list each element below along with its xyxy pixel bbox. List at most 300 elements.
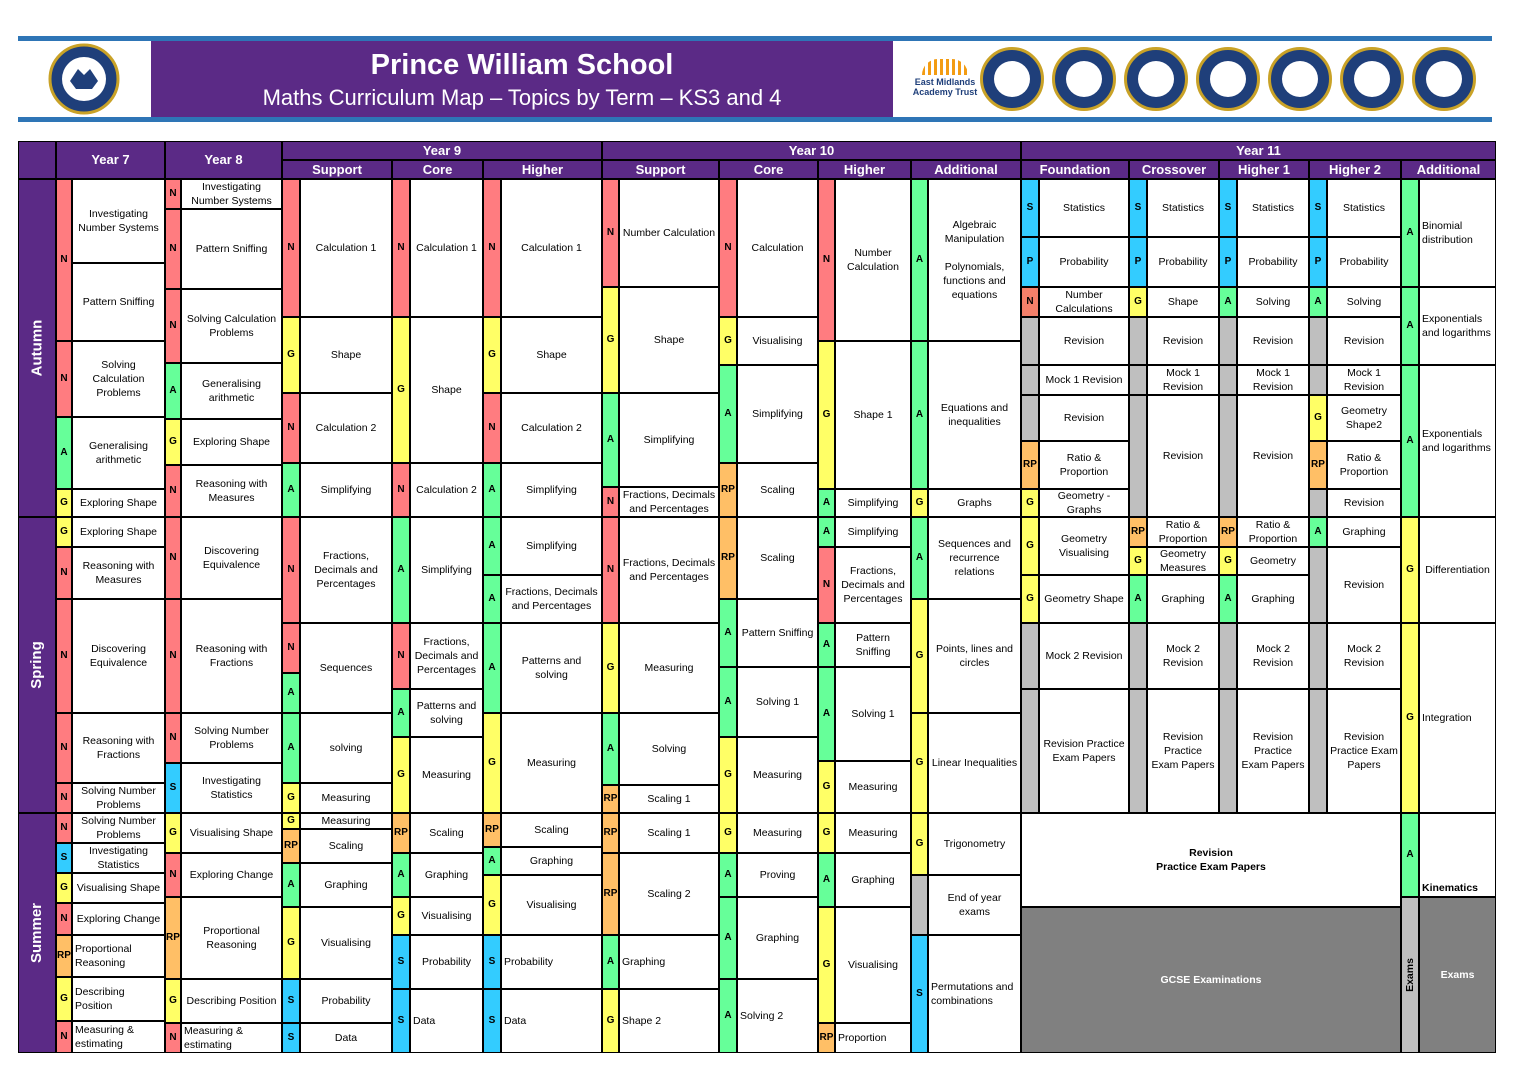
strand-code-text: G	[60, 526, 68, 537]
strand-code-text: A	[1224, 296, 1232, 307]
column-header	[911, 160, 1021, 179]
strand-code-text: N	[169, 732, 177, 743]
strand-code-text: RP	[1311, 459, 1325, 470]
topic-cell	[737, 667, 818, 737]
topic-cell-text: Exploring Shape	[79, 526, 158, 538]
topic-cell	[1039, 317, 1129, 365]
revision-marker	[1021, 317, 1039, 365]
topic-cell-text: Integration	[1422, 712, 1472, 724]
topic-cell	[72, 977, 165, 1021]
strand-code	[818, 623, 835, 667]
strand-code-text: A	[1314, 526, 1322, 537]
strand-code-text: N	[724, 242, 732, 253]
strand-code	[602, 393, 619, 487]
strand-code	[165, 209, 181, 289]
topic-cell-text: Exploring Change	[76, 913, 161, 925]
strand-code	[282, 517, 300, 623]
strand-code	[282, 179, 300, 317]
strand-code	[719, 667, 737, 737]
topic-cell-text: Exponentials and logarithms	[1422, 313, 1491, 339]
revision-marker	[1129, 623, 1147, 689]
topic-cell-text: Points, lines and circles	[935, 643, 1014, 669]
strand-code	[392, 897, 410, 935]
topic-cell-text: Calculation	[751, 242, 804, 254]
topic-cell-text: Discovering Equivalence	[89, 643, 148, 669]
topic-cell	[1327, 489, 1401, 517]
topic-cell-text: Revision	[1252, 450, 1294, 462]
strand-code-text: A	[822, 526, 831, 537]
topic-cell	[1039, 575, 1129, 623]
strand-code	[911, 599, 928, 713]
topic-cell-text: Calculation 2	[416, 484, 477, 496]
revision-marker	[1129, 317, 1147, 365]
topic-cell-text: Sequences and recurrence relations	[938, 538, 1011, 578]
strand-code	[282, 463, 300, 517]
title-block	[151, 41, 893, 117]
strand-code	[165, 517, 181, 599]
topic-cell	[410, 689, 483, 737]
topic-cell-text: Exploring Change	[189, 869, 274, 881]
strand-code	[719, 463, 737, 517]
topic-cell	[1021, 813, 1401, 907]
strand-code-text: A	[724, 932, 732, 943]
topic-cell	[410, 813, 483, 853]
topic-cell	[737, 517, 818, 599]
revision-marker	[1021, 623, 1039, 689]
strand-code-text: N	[606, 564, 615, 575]
topic-cell-text: Geometry Measures	[1159, 548, 1207, 574]
topic-cell-text: Measuring	[421, 769, 472, 781]
strand-code-text: N	[60, 822, 68, 833]
topic-cell	[300, 813, 392, 829]
topic-cell	[1147, 317, 1219, 365]
column-header-text: Year 9	[422, 142, 462, 158]
topic-cell	[410, 989, 483, 1053]
strand-code-text: A	[724, 627, 732, 638]
revision-marker	[1309, 689, 1327, 813]
strand-code	[1021, 179, 1039, 237]
topic-cell-text: Simplifying	[320, 484, 372, 496]
strand-code-text: A	[169, 385, 177, 396]
strand-code	[392, 517, 410, 623]
strand-code-text: G	[488, 757, 496, 768]
topic-cell	[1147, 547, 1219, 575]
strand-code-text: RP	[284, 840, 298, 851]
strand-code-text: G	[606, 334, 615, 345]
strand-code	[719, 979, 737, 1053]
revision-marker	[1309, 547, 1327, 623]
strand-code-text: G	[1134, 296, 1142, 307]
topic-cell-text: Revision Practice Exam Papers	[1156, 847, 1266, 873]
topic-cell-text: Revision	[1343, 497, 1385, 509]
column-header	[18, 141, 56, 179]
strand-code	[483, 393, 501, 463]
revision-marker	[1309, 489, 1327, 517]
strand-code-text: S	[1134, 202, 1142, 213]
topic-cell-text: Graphing	[1161, 593, 1205, 605]
topic-cell-text: Fractions, Decimals and Percentages	[505, 586, 598, 612]
strand-code-text: G	[169, 436, 177, 447]
topic-cell	[410, 463, 483, 517]
topic-cell	[72, 547, 165, 599]
strand-code	[483, 179, 501, 317]
topic-cell-text: Revision	[1343, 579, 1385, 591]
strand-code	[818, 517, 835, 547]
topic-cell-text: Mock 1 Revision	[1045, 374, 1123, 386]
topic-cell-text: Binomial distribution	[1422, 220, 1473, 246]
revision-marker	[911, 875, 928, 935]
trust-name: East Midlands Academy Trust	[912, 77, 978, 97]
topic-cell-text: Measuring	[752, 769, 803, 781]
topic-cell-text: Fractions, Decimals and Percentages	[841, 565, 905, 605]
strand-code	[719, 813, 737, 853]
academy-badge-shepherdswell	[1340, 47, 1404, 111]
topic-cell-text: Calculation 1	[315, 242, 377, 254]
strand-code	[818, 667, 835, 761]
strand-code-text: N	[169, 869, 177, 880]
topic-cell	[181, 289, 282, 363]
strand-code-text: A	[915, 254, 924, 265]
strand-code-text: A	[1406, 320, 1414, 331]
topic-cell	[1237, 395, 1309, 517]
topic-cell	[1327, 517, 1401, 547]
strand-code	[56, 417, 72, 489]
crest-icon	[18, 41, 151, 117]
strand-code	[483, 317, 501, 393]
topic-cell	[1039, 365, 1129, 395]
topic-cell-text: Algebraic Manipulation Polynomials, functions and equations	[943, 219, 1006, 301]
strand-code	[1309, 237, 1327, 287]
strand-code-text: G	[1406, 712, 1414, 723]
topic-cell	[410, 179, 483, 317]
strand-code	[719, 853, 737, 897]
topic-cell	[300, 463, 392, 517]
strand-code	[165, 363, 181, 419]
topic-cell-text: Revision	[1252, 335, 1294, 347]
topic-cell-text: Solving Number Problems	[81, 815, 156, 841]
topic-cell	[410, 623, 483, 689]
strand-code-text: A	[915, 552, 924, 563]
topic-cell-text: Geometry - Graphs	[1057, 490, 1111, 516]
topic-cell-text: Mock 1 Revision	[1162, 367, 1204, 393]
strand-code	[165, 713, 181, 763]
topic-cell	[501, 393, 602, 463]
strand-code	[602, 989, 619, 1053]
strand-code	[1021, 517, 1039, 575]
topic-cell	[181, 419, 282, 465]
strand-code-text: A	[287, 484, 295, 495]
topic-cell	[300, 829, 392, 863]
topic-cell-text: Mock 2 Revision	[1045, 650, 1123, 662]
topic-cell-text: Probability	[1158, 256, 1208, 268]
topic-cell-text: Measuring & estimating	[184, 1025, 243, 1051]
topic-cell	[1039, 517, 1129, 575]
revision-marker	[1219, 317, 1237, 365]
topic-cell	[737, 813, 818, 853]
topic-cell	[1147, 287, 1219, 317]
topic-cell-text: Investigating Statistics	[89, 845, 148, 871]
topic-cell-text: Revision	[1343, 335, 1385, 347]
topic-cell	[835, 547, 911, 623]
topic-cell	[181, 465, 282, 517]
strand-code	[719, 737, 737, 813]
topic-cell-text: Differentiation	[1425, 564, 1490, 576]
strand-code	[911, 489, 928, 517]
topic-cell	[1237, 623, 1309, 689]
topic-cell	[619, 179, 719, 287]
topic-cell-text: Permutations and combinations	[931, 981, 1014, 1007]
topic-cell-text: Solving	[651, 743, 687, 755]
column-header	[1219, 160, 1309, 179]
strand-code	[818, 907, 835, 1023]
topic-cell	[928, 935, 1021, 1053]
topic-cell-text: Statistics	[1342, 202, 1385, 214]
topic-cell	[300, 1023, 392, 1053]
strand-code-text: N	[169, 552, 177, 563]
strand-code	[818, 853, 835, 907]
topic-cell-text: Fractions, Decimals and Percentages	[314, 550, 378, 590]
strand-code-text: N	[60, 792, 68, 803]
academy-badge-castle	[980, 47, 1044, 111]
strand-code	[602, 785, 619, 813]
topic-cell-text: Graphing	[324, 879, 368, 891]
strand-code	[392, 689, 410, 737]
topic-cell-text: Solving Calculation Problems	[92, 359, 145, 399]
strand-code-text: A	[397, 707, 405, 718]
strand-code-text: N	[169, 485, 177, 496]
strand-code	[483, 813, 501, 847]
topic-cell-text: Scaling	[534, 824, 569, 836]
strand-code	[818, 341, 835, 489]
strand-code	[911, 341, 928, 489]
strand-code-text: S	[60, 852, 68, 863]
topic-cell-text: Scaling	[328, 840, 364, 852]
strand-code-text: A	[822, 708, 831, 719]
strand-code	[282, 979, 300, 1023]
topic-cell	[72, 517, 165, 547]
topic-cell	[1147, 517, 1219, 547]
column-header	[1021, 160, 1129, 179]
topic-cell	[72, 417, 165, 489]
column-header	[1401, 160, 1496, 179]
topic-cell	[737, 979, 818, 1053]
strand-code	[282, 623, 300, 673]
strand-code-text: A	[822, 874, 831, 885]
topic-cell	[501, 875, 602, 935]
strand-code	[165, 289, 181, 363]
topic-cell	[835, 1023, 911, 1053]
topic-cell-text: Linear Inequalities	[931, 757, 1018, 769]
topic-cell	[72, 1021, 165, 1053]
strand-code-text: RP	[721, 484, 735, 495]
column-header-text: Higher 2	[1328, 161, 1381, 177]
header-banner	[18, 36, 1492, 122]
strand-code-text: N	[397, 242, 405, 253]
topic-cell-text: Simplifying	[526, 540, 577, 552]
strand-code-text: G	[397, 384, 405, 395]
topic-cell	[181, 599, 282, 713]
topic-cell-text: Graphing	[851, 874, 895, 886]
strand-code-text: N	[169, 188, 177, 199]
topic-cell	[300, 517, 392, 623]
strand-code	[1401, 365, 1419, 517]
topic-cell	[835, 761, 911, 813]
topic-cell-text: Kinematics	[1422, 882, 1479, 894]
topic-cell	[1237, 689, 1309, 813]
topic-cell	[1039, 179, 1129, 237]
term-label	[18, 517, 56, 813]
topic-cell	[1401, 897, 1419, 1053]
strand-code	[282, 863, 300, 907]
topic-cell-text: Reasoning with Fractions	[82, 735, 155, 761]
topic-cell-text: Scaling 2	[647, 888, 691, 900]
column-header-text: Additional	[1416, 161, 1481, 177]
topic-cell-text: Simplifying	[526, 484, 577, 496]
strand-code-text: G	[1026, 593, 1034, 604]
topic-cell-text: Scaling	[760, 484, 795, 496]
topic-cell-text: Simplifying	[421, 564, 472, 576]
strand-code-text: A	[1406, 227, 1414, 238]
strand-code-text: RP	[1023, 459, 1037, 470]
topic-cell	[1237, 237, 1309, 287]
strand-code	[818, 761, 835, 813]
topic-cell	[619, 623, 719, 713]
strand-code-text: A	[488, 662, 496, 673]
strand-code-text: A	[488, 593, 496, 604]
revision-marker	[1309, 317, 1327, 365]
topic-cell	[737, 179, 818, 317]
topic-cell-text: Graphing	[1342, 526, 1386, 538]
topic-cell-text: Graphs	[957, 497, 992, 509]
column-header-text: Year 11	[1236, 142, 1281, 158]
strand-code	[818, 489, 835, 517]
topic-cell	[1419, 179, 1496, 287]
topic-cell-text: Shape	[536, 349, 567, 361]
strand-code-text: A	[915, 409, 924, 420]
topic-cell-text: Number Calculation	[847, 247, 899, 273]
topic-cell-text: Mock 1 Revision	[1252, 367, 1294, 393]
topic-cell	[619, 989, 719, 1053]
topic-cell	[737, 365, 818, 463]
column-header-text: Year 10	[788, 142, 835, 158]
column-header-text: Additional	[934, 161, 998, 177]
strand-code-text: N	[822, 579, 831, 590]
topic-cell	[1237, 575, 1309, 623]
topic-cell-text: Probability	[1339, 256, 1389, 268]
topic-cell	[1039, 441, 1129, 489]
strand-code	[56, 489, 72, 517]
topic-cell	[1237, 517, 1309, 547]
strand-code	[719, 179, 737, 317]
topic-cell-text: Solving 2	[740, 1010, 784, 1022]
topic-cell-text: Visualising	[320, 937, 371, 949]
topic-cell	[1419, 623, 1496, 813]
column-header-text: Higher	[843, 161, 886, 177]
topic-cell-text: Data	[413, 1015, 436, 1027]
strand-code-text: G	[822, 409, 831, 420]
strand-code-text: S	[916, 988, 923, 999]
strand-code-text: A	[60, 447, 68, 458]
strand-code	[1401, 287, 1419, 365]
column-header-text: Support	[312, 161, 362, 177]
strand-code	[56, 1021, 72, 1053]
topic-cell	[835, 623, 911, 667]
strand-code-text: G	[60, 993, 68, 1004]
strand-code	[56, 873, 72, 903]
column-header	[602, 141, 1021, 160]
topic-cell-text: Visualising	[752, 335, 803, 347]
topic-cell	[72, 341, 165, 417]
strand-code	[165, 979, 181, 1023]
strand-code	[282, 317, 300, 393]
topic-cell-text: Probability	[504, 956, 554, 968]
topic-cell	[501, 517, 602, 575]
topic-cell	[1419, 365, 1496, 517]
topic-cell	[1419, 813, 1496, 897]
strand-code-text: A	[488, 484, 496, 495]
column-header	[818, 160, 911, 179]
topic-cell	[181, 517, 282, 599]
topic-cell	[1327, 395, 1401, 441]
strand-code-text: N	[488, 242, 496, 253]
topic-cell	[72, 179, 165, 263]
strand-code	[1021, 575, 1039, 623]
topic-cell	[501, 935, 602, 989]
strand-code-text: S	[397, 956, 405, 967]
topic-cell	[1147, 237, 1219, 287]
topic-cell-text: Solving	[1255, 296, 1291, 308]
topic-cell-text: Ratio & Proportion	[1158, 519, 1208, 545]
revision-marker	[1129, 365, 1147, 395]
strand-code	[282, 783, 300, 813]
topic-cell-text: Exponentials and logarithms	[1422, 428, 1491, 454]
topic-cell	[1039, 489, 1129, 517]
topic-cell-text: Fractions, Decimals and Percentages	[622, 489, 716, 515]
strand-code-text: N	[488, 422, 496, 433]
topic-cell	[300, 907, 392, 979]
topic-cell	[928, 713, 1021, 813]
topic-cell-text: Reasoning with Measures	[195, 478, 268, 504]
topic-cell-text: Shape 1	[853, 409, 893, 421]
strand-code	[602, 179, 619, 287]
strand-code	[911, 813, 928, 875]
topic-cell-text: Generalising arithmetic	[202, 378, 261, 404]
strand-code	[1309, 179, 1327, 237]
strand-code	[483, 847, 501, 875]
strand-code	[282, 907, 300, 979]
strand-code-text: G	[397, 769, 405, 780]
topic-cell	[72, 903, 165, 935]
strand-code	[1219, 237, 1237, 287]
topic-cell-text: Equations and inequalities	[940, 402, 1009, 428]
term-label-text: Summer	[28, 902, 45, 964]
strand-code	[392, 853, 410, 897]
topic-cell	[619, 487, 719, 517]
topic-cell	[501, 713, 602, 813]
topic-cell-text: Shape	[1167, 296, 1199, 308]
strand-code	[1219, 547, 1237, 575]
column-header-text: Higher	[521, 161, 564, 177]
strand-code	[392, 179, 410, 317]
topic-cell-text: Calculation 2	[315, 422, 377, 434]
strand-code	[1309, 441, 1327, 489]
topic-cell-text: Mock 2 Revision	[1343, 643, 1385, 669]
topic-cell	[181, 363, 282, 419]
topic-cell-text: Measuring & estimating	[75, 1024, 134, 1050]
revision-marker	[1129, 395, 1147, 517]
academy-badge-hardingstone	[1052, 47, 1116, 111]
topic-cell	[1021, 907, 1401, 1053]
